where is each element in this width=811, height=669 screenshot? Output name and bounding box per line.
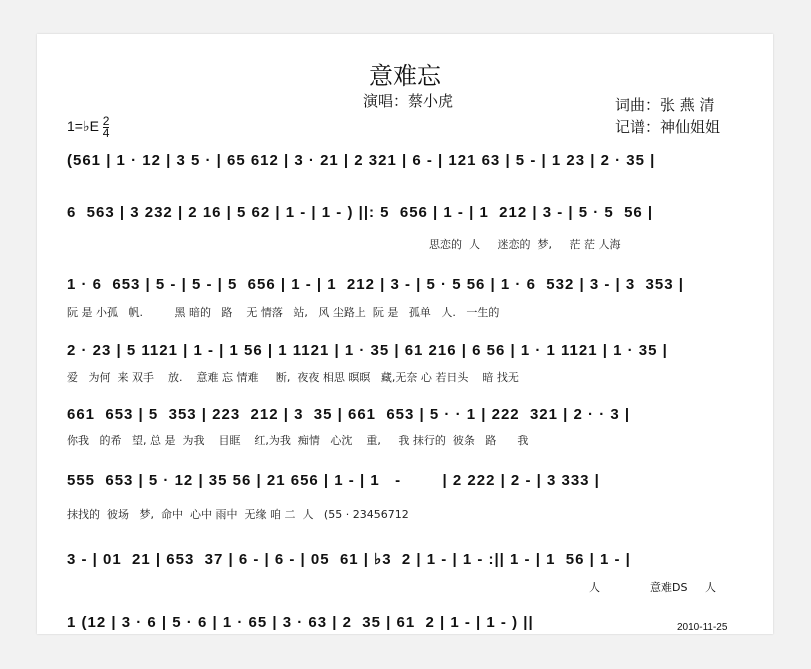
singer-credit: 演唱：蔡小虎	[363, 92, 454, 110]
score-line-2-lyrics: 思恋的 人 迷恋的 梦, 茫 茫 人海	[429, 238, 621, 251]
transcriber-credit: 记谱：神仙姐姐	[615, 118, 721, 136]
score-line-6-lyrics: 抹找的 彼场 梦, 命中 心中 雨中 无缘 咱 二 人 (55 · 23456712	[67, 508, 409, 521]
song-title: 意难忘	[369, 62, 441, 90]
time-signature	[103, 116, 110, 139]
time-bottom: 4	[102, 126, 110, 140]
score-line-3-notes: 1 · 6 653 | 5 - | 5 - | 5 656 | 1 - | 1 212 | 3 - | 5 · 5 56 | 1 · 6 532 | 3 - | 3 353 |	[67, 276, 684, 293]
lyricist-credit: 词曲：张 燕 清	[615, 96, 715, 114]
score-line-4-lyrics: 爱 为何 来 双手 放. 意难 忘 情难 断, 夜夜 相思 暝暝 藏,无奈 心 若日头 暗 找无	[67, 371, 519, 384]
time-top: 2	[102, 114, 110, 128]
score-line-6-notes: 555 653 | 5 · 12 | 35 56 | 21 656 | 1 - | 1 - | 2 222 | 2 - | 3 333 |	[67, 472, 600, 489]
score-line-2-notes: 6 563 | 3 232 | 2 16 | 5 62 | 1 - | 1 - ) ||: 5 656 | 1 - | 1 212 | 3 - | 5 · 5 56 |	[67, 204, 654, 221]
key-text: 1=♭E	[67, 118, 99, 135]
score-line-1-notes: (561 | 1 · 12 | 3 5 · | 65 612 | 3 · 21 | 2 321 | 6 - | 121 63 | 5 - | 1 23 | 2 · 35 |	[67, 152, 656, 169]
score-line-5-lyrics: 你我 的希 望, 总 是 为我 目眶 红,为我 痴情 心沈 重, 我 抹行的 彼条 路 我	[67, 434, 529, 447]
ending-label-2: 意难DS	[650, 581, 688, 594]
score-line-7-notes: 3 - | 01 21 | 653 37 | 6 - | 6 - | 05 61 | ♭3 2 | 1 - | 1 - :|| 1 - | 1 56 | 1 - |	[67, 551, 631, 568]
key-signature	[67, 116, 109, 139]
score-line-4-notes: 2 · 23 | 5 1121 | 1 - | 1 56 | 1 1121 | 1 · 35 | 61 216 | 6 56 | 1 · 1 1121 | 1 · 35 |	[67, 342, 668, 359]
score-line-5-notes: 661 653 | 5 353 | 223 212 | 3 35 | 661 653 | 5 · · 1 | 222 321 | 2 · · 3 |	[67, 406, 631, 423]
score-line-8-notes: 1 (12 | 3 · 6 | 5 · 6 | 1 · 65 | 3 · 63 | 2 35 | 61 2 | 1 - | 1 - ) ||	[67, 614, 534, 631]
score-line-3-lyrics: 阮 是 小孤 帆. 黑 暗的 路 无 情落 站, 风 尘路上 阮 是 孤单 人. 一生的	[67, 306, 500, 319]
ending-label-3: 人	[705, 581, 716, 594]
ending-label-1: 人	[589, 581, 600, 594]
score-page	[37, 34, 773, 634]
date-stamp: 2010-11-25	[677, 622, 728, 633]
